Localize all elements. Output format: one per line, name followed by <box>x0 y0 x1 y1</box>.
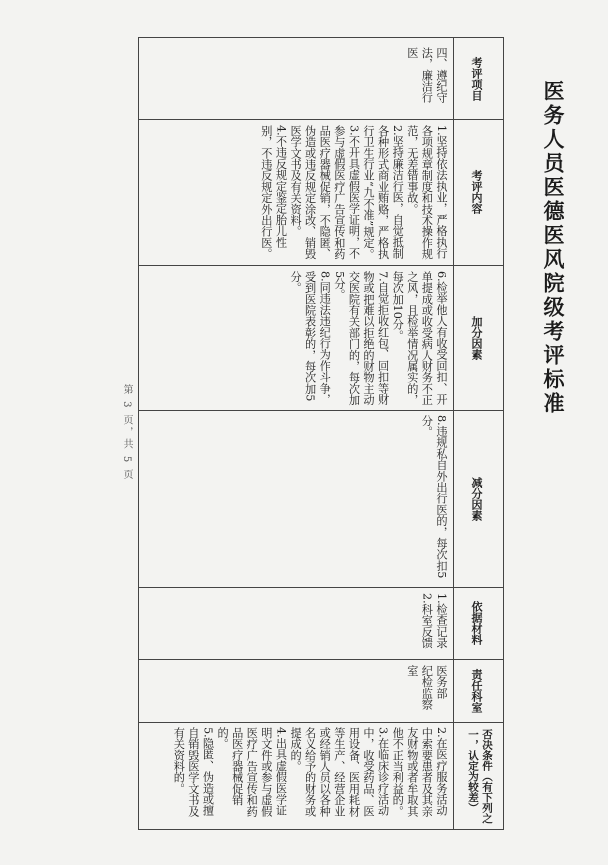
list-item: 4.出具虚假医学证明文件或参与虚假医疗广告宣传和药品医疗器械促销的。 <box>216 727 288 817</box>
header-deduct: 减分因素 <box>470 477 483 521</box>
list-item: 3.不开具虚假医学证明，不参与虚假医疗广告宣传和药品医疗器械促销，不隐匿、伪造或违反规定涂改、销毁医学文书及有关资料。 <box>289 125 361 260</box>
table-border <box>138 587 504 588</box>
header-content: 考评内容 <box>470 170 483 214</box>
table-border <box>503 37 504 830</box>
table-border <box>138 265 504 266</box>
list-item: 5.隐匿、伪造或擅自销毁医学文书及有关资料的。 <box>172 727 215 817</box>
list-item: 4.不违反规定鉴定胎儿性别，不违反规定外出行医。 <box>259 125 288 260</box>
table-border <box>138 119 504 120</box>
header-basis: 依据材料 <box>470 601 483 645</box>
table-border <box>453 37 454 830</box>
list-item: 8.违规私自外出行医的，每次扣5分。 <box>420 415 448 579</box>
table-border <box>138 722 504 723</box>
table-border <box>138 829 504 830</box>
cell-basis <box>414 593 448 655</box>
header-bonus: 加分因素 <box>470 316 483 360</box>
evaluation-table <box>138 37 504 830</box>
list-item: 2.坚持廉洁行医，自觉抵制各种形式商业贿赂，严格执行卫生行业“九不准”规定。 <box>362 125 405 260</box>
page-number: 第 3 页，共 5 页 <box>121 384 132 482</box>
list-item: 1.检查记录 <box>435 593 448 649</box>
header-dept: 责任科室 <box>470 669 483 713</box>
table-border <box>138 37 139 830</box>
document-title: 医务人员医德医风院级考评标准 <box>541 80 565 416</box>
list-item: 2.在医疗服务活动中索要患者及其亲友财物或者牟取其他不正当利益的。 <box>391 727 448 817</box>
list-item: 1.坚持依法执业，严格执行各项规章制度和技术操作规范，无差错事故。 <box>405 125 448 260</box>
cell-bonus <box>238 271 448 407</box>
header-veto: 否决条件（有下列之一，认定为较差） <box>467 729 493 824</box>
table-border <box>138 37 504 38</box>
cell-dept: 医务部 纪检监察室 <box>405 665 448 710</box>
cell-deduct <box>388 415 448 583</box>
table-border <box>138 659 504 660</box>
list-item: 7.自觉拒收红包、回扣等财物或把难以拒绝的财物主动交医院有关部门的，每次加5分。 <box>332 271 390 406</box>
table-border <box>138 410 504 411</box>
list-item: 6.检举他人有收受回扣、开单提成或收受病人财务不正之风，且检举情况属实的，每次加10分。 <box>391 271 448 406</box>
list-item: 3.在临床诊疗活动中，收受药品、医用设备、医用耗材等生产、经营企业或经销人员以各种名义给予的财务或提成的。 <box>289 727 390 817</box>
header-item: 考评项目 <box>470 57 483 101</box>
list-item: 8.同违法违纪行为作斗争，受到医院表彰的，每次加5分。 <box>289 271 332 405</box>
list-item: 2.科室反馈 <box>420 593 434 649</box>
cell-veto <box>146 727 448 825</box>
cell-content <box>152 125 448 261</box>
cell-item: 四、遵纪守法，廉洁行医 <box>405 47 448 103</box>
